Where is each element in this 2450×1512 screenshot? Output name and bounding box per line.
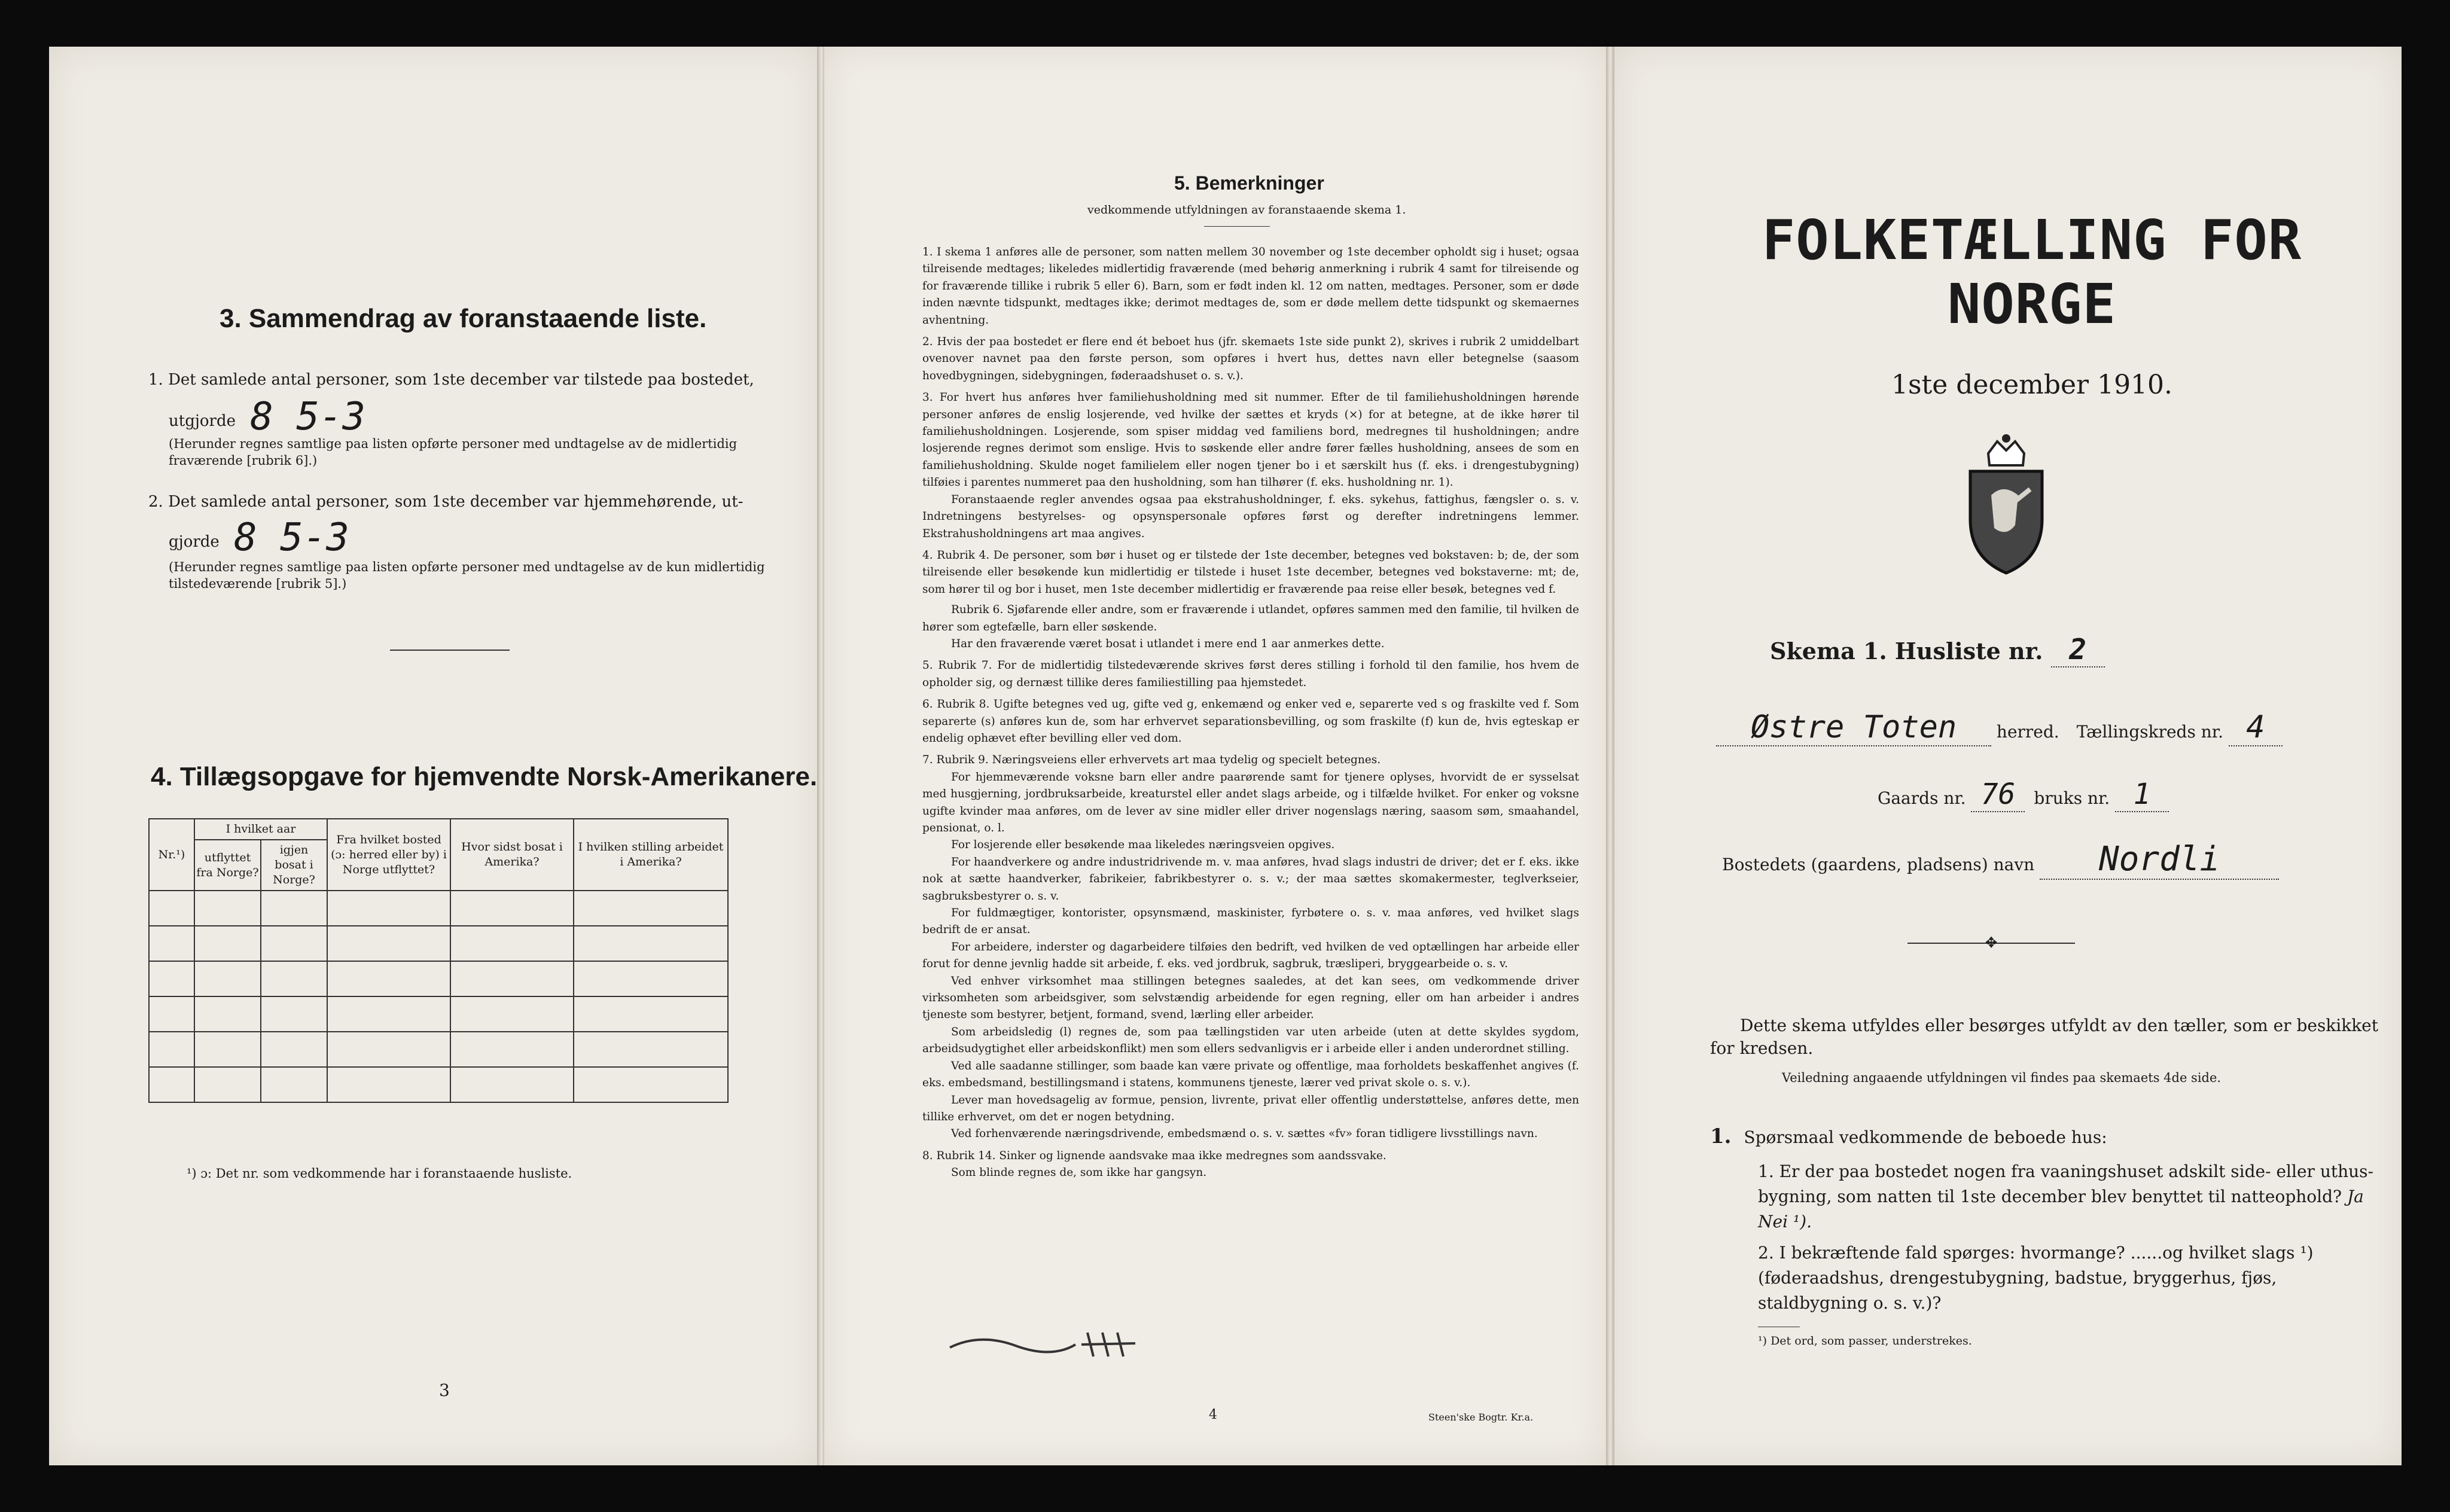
item2-note: (Herunder regnes samtlige paa listen opførte personer med undtagelse av de kun midlertidig tilstedeværende [rubrik 5].) [169, 560, 765, 591]
gaards-value: 76 [1971, 778, 2025, 812]
col-group-aar: I hvilket aar [194, 819, 327, 840]
note-7f: For arbeidere, inderster og dagarbeidere tilføies den bedrift, ved hvilken de ved optællingen har arbeide eller forut for denne jevnlig hadde sit arbeide, f. eks. ved jordbruk, sagbruk, træsliperi, bryggearbeide o. s. v. [922, 940, 1579, 971]
section4-title: 4. Tillægsopgave for hjemvendte Norsk-Amerikanere. [151, 762, 818, 791]
note-7h: Som arbeidsledig (l) regnes de, som paa tællingstiden var uten arbeide (uten at dette skyldes sygdom, arbeidsudygtighet eller arbeidskonflikt) men som ellers sedvanligvis er i arbeide eller i anden underordnet stilling. [922, 1025, 1579, 1056]
bruks-value: 1 [2115, 778, 2169, 812]
pencil-marks [944, 1327, 1231, 1362]
note-7c: For losjerende eller besøkende maa likeledes næringsveien opgives. [951, 839, 1335, 852]
skema-label: Skema 1. Husliste nr. [1770, 638, 2043, 664]
item2-value: 8 5-3 [234, 516, 349, 560]
page-fold [1606, 47, 1614, 1465]
kreds-label: Tællingskreds nr. [2076, 722, 2223, 742]
note-7d: For haandverkere og andre industridrivende m. v. maa anføres, hvad slags industri de driver; det er f. eks. ikke nok at sætte haandverker, fabrikeier, fabrikbestyrer o. s. v.; der maa sættes skomakermester, teglverkseier, sagbruksbestyrer o. s. v. [922, 855, 1579, 903]
note-6: 6. Rubrik 8. Ugifte betegnes ved ug, gifte ved g, enkemænd og enker ved e, separerte ved s og fraskilte ved f. Som separerte (s) anføres kun de, som har erhvervet separationsbevilling, og som fraskilte (f) kun de, hvis egteskap er endelig ophævet efter bevilling eller ved dom. [922, 698, 1579, 745]
note-7j: Lever man hovedsagelig av formue, pension, livrente, privat eller offentlig understøttelse, anføres dette, men tillike erhvervet, om det er nogen betydning. [922, 1093, 1579, 1123]
note-7g: Ved enhver virksomhet maa stillingen betegnes saaledes, at det kan sees, om vedkommende driver virksomheten som arbeidsgiver, som selvstændig arbeidende for egen regning, eller om han arbeider i andres tjeneste som bestyrer, betjent, formand, svend, lærling eller arbeider. [922, 974, 1579, 1022]
folketaelling-title: FOLKETÆLLING FOR NORGE [1762, 208, 2302, 336]
page-right [1614, 47, 2402, 1465]
note-3b: Foranstaaende regler anvendes ogsaa paa ekstrahusholdninger, f. eks. sykehus, fattighus, fængsler o. s. v. Indretningens bestyrelses- og opsynspersonale opføres først og derefter indretningens lemmer. Ekstrahusholdningens art maa angives. [922, 493, 1579, 540]
footnote-left: ¹) ɔ: Det nr. som vedkommende har i foranstaaende husliste. [187, 1166, 572, 1181]
question-2: 2. I bekræftende fald spørges: hvormange? ......og hvilket slags ¹) (føderaadshus, drengestubygning, badstue, bryggerhus, fjøs, staldbygning o. s. v.)? [1758, 1243, 2314, 1313]
herred-label: herred. [1996, 722, 2059, 742]
note-8: 8. Rubrik 14. Sinker og lignende aandsvake maa ikke medregnes som aandssvake. [922, 1149, 1386, 1162]
table-row [149, 891, 728, 926]
note-2: 2. Hvis der paa bostedet er flere end ét beboet hus (jfr. skemaets 1ste side punkt 2), skrives i rubrik 2 umiddelbart ovenover navnet paa den første person, som opføres i hvert hus, dettes navn eller betegnelse (saasom hovedbygningen, sidebygningen, føderaadshuset o. s. v.). [922, 336, 1579, 382]
col-bosted: Fra hvilket bosted (ɔ: herred eller by) i Norge utflyttet? [327, 819, 450, 891]
section3-title: 3. Sammendrag av foranstaaende liste. [220, 304, 707, 333]
note-1: 1. I skema 1 anføres alle de personer, som natten mellem 30 november og 1ste december opholdt sig i huset; ogsaa tilreisende medtages; likeledes midlertidig fraværende (med behørig anmerkning i rubrik 4 samt for tilreisende og for fraværende tillike i rubrik 5 eller 6). Barn, som er født inden kl. 12 om natten, medtages. Personer, som er døde inden nævnte tidspunkt, medtages ikke; derimot medtages de, som er døde mellem dette tidspunkt og skemaernes avhentning. [922, 246, 1579, 327]
bemerkninger-subtitle: vedkommende utfyldningen av foranstaaende skema 1. [1087, 203, 1406, 217]
page-number-4: 4 [1209, 1407, 1217, 1422]
page-number-3: 3 [439, 1380, 450, 1400]
col-utflyttet: utflyttet fra Norge? [194, 840, 261, 891]
page-middle [824, 47, 1606, 1465]
page-left [49, 47, 818, 1465]
section1-title: Spørsmaal vedkommende de beboede hus: [1744, 1127, 2107, 1147]
husliste-nr: 2 [2051, 633, 2105, 667]
table-row [149, 1067, 728, 1102]
table-row [149, 1032, 728, 1067]
printer-mark: Steen'ske Bogtr. Kr.a. [1428, 1412, 1534, 1423]
census-date: 1ste december 1910. [1891, 370, 2173, 400]
col-nr: Nr.¹) [149, 819, 194, 891]
divider [1204, 226, 1270, 227]
bruks-label: bruks nr. [2034, 788, 2110, 808]
item1-note: (Herunder regnes samtlige paa listen opførte personer med undtagelse av de midlertidig fraværende [rubrik 6].) [169, 437, 738, 468]
footnote-right: ¹) Det ord, som passer, understrekes. [1758, 1334, 1972, 1348]
table-row [149, 926, 728, 961]
item2-label: gjorde [169, 533, 220, 551]
item1-label: utgjorde [169, 412, 236, 430]
note-4b: Rubrik 6. Sjøfarende eller andre, som er fraværende i utlandet, opføres sammen med den familie, til hvilken de hører som egtefælle, barn eller søskende. [922, 603, 1579, 633]
coat-of-arms-icon [1946, 429, 2066, 579]
instruction-text: Dette skema utfyldes eller besørges utfyldt av den tæller, som er beskikket for kredsen. [1710, 1016, 2379, 1058]
gaards-label: Gaards nr. [1878, 788, 1966, 808]
kreds-value: 4 [2229, 709, 2283, 746]
note-8b: Som blinde regnes de, som ikke har gangsyn. [951, 1166, 1207, 1179]
question-1: 1. Er der paa bostedet nogen fra vaaningshuset adskilt side- eller uthus-bygning, som natten til 1ste december blev benyttet til natteophold? Ja Nei ¹). [1758, 1162, 2373, 1231]
note-4: 4. Rubrik 4. De personer, som bør i huset og er tilstede der 1ste december, betegnes ved bokstaven: b; de, der som tilreisende eller besøkende kun midlertidig er tilstede i huset 1ste december, betegnes ved bokstaverne: mt; de, som hører til og bor i huset, men 1ste december midlertidig er fraværende paa reise eller besøk, betegnes ved f. [922, 548, 1579, 596]
norsk-amerikanere-table [148, 818, 729, 1103]
note-3: 3. For hvert hus anføres hver familiehusholdning med sit nummer. Efter de til familiehusholdningen hørende personer anføres de enslig losjerende, ved hvilke der sættes et kryds (×) for at betegne, at de ikke hører til familiehusholdningen. Losjerende, som spiser middag ved familiens bord, medregnes til husholdningen; andre losjerende regnes derimot som enslige. Hvis to søskende eller andre fører fælles husholdning, ansees de som en familiehusholdning. Skulde noget familielem eller nogen tjener bo i et særskilt hus (f. eks. i drengestubygning) tilføies i parentes nummeret paa den husholdning, som han tilhører (f. eks. husholdning nr. 1). [922, 391, 1579, 489]
notes-block [922, 244, 1579, 1182]
q1-answer: Ja Nei ¹). [1758, 1187, 2364, 1231]
col-stilling: I hvilken stilling arbeidet i Amerika? [574, 819, 728, 891]
item2-text: 2. Det samlede antal personer, som 1ste december var hjemmehørende, ut- [148, 493, 743, 511]
note-7i: Ved alle saadanne stillinger, som baade kan være private og offentlige, maa forholdets beskaffenhet angives (f. eks. embedsmand, bestillingsmand i statens, kommunens tjeneste, lærer ved privat skole o. s. v.). [922, 1059, 1579, 1090]
note-7e: For fuldmægtiger, kontorister, opsynsmænd, maskinister, fyrbøtere o. s. v. maa anføres, ved hvilket slags bedrift de er ansat. [922, 907, 1579, 937]
bosted-value: Nordli [2040, 840, 2279, 880]
ornament-icon: ✥ [1985, 934, 1998, 951]
note-4c: Har den fraværende været bosat i utlandet i mere end 1 aar anmerkes dette. [951, 637, 1385, 650]
item1-text: 1. Det samlede antal personer, som 1ste december var tilstede paa bostedet, [148, 371, 754, 389]
herred-value: Østre Toten [1716, 709, 1991, 746]
table-row [149, 996, 728, 1032]
note-7b: For hjemmeværende voksne barn eller andre paarørende samt for tjenere oplyses, hvorvidt de er sysselsat med husgjerning, jordbruksarbeide, kreaturstel eller andet slags arbeide, og i tilfælde hvilket. For enker og voksne ugifte kvinder maa anføres, om de lever av sine midler eller driver nogenslags næring, saasom søm, smaahandel, pensionat, o. l. [922, 770, 1579, 834]
instruction-note: Veiledning angaaende utfyldningen vil findes paa skemaets 4de side. [1782, 1071, 2222, 1085]
col-igjen: igjen bosat i Norge? [261, 840, 327, 891]
col-amerika: Hvor sidst bosat i Amerika? [450, 819, 574, 891]
divider [390, 650, 510, 651]
bosted-label: Bostedets (gaardens, pladsens) navn [1722, 855, 2035, 874]
section1-number: 1. [1710, 1124, 1732, 1148]
note-5: 5. Rubrik 7. For de midlertidig tilstedeværende skrives først deres stilling i forhold til den familie, hos hvem de opholder sig, og dernæst tillike deres familiestilling paa hjemstedet. [922, 659, 1579, 689]
table-row [149, 961, 728, 996]
note-7: 7. Rubrik 9. Næringsveiens eller erhvervets art maa tydelig og specielt betegnes. [922, 754, 1381, 767]
note-7k: Ved forhenværende næringsdrivende, embedsmænd o. s. v. sættes «fv» foran tidligere livsstillings navn. [951, 1127, 1538, 1141]
item1-value: 8 5-3 [250, 395, 365, 439]
bemerkninger-title: 5. Bemerkninger [1174, 172, 1324, 194]
